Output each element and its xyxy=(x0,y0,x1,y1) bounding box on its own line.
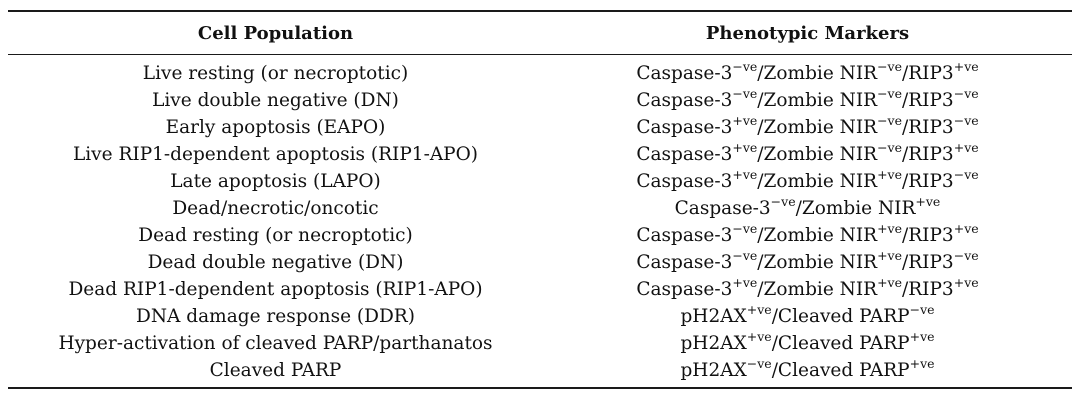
marker-name: pH2AX xyxy=(680,333,747,354)
marker-name: /RIP3 xyxy=(902,117,954,138)
marker-status: +ve xyxy=(732,274,758,290)
table-row xyxy=(8,168,1072,195)
marker-status: +ve xyxy=(953,220,979,236)
marker-status: +ve xyxy=(746,301,772,317)
marker-name: /Zombie NIR xyxy=(757,279,878,300)
marker-status: −ve xyxy=(953,166,979,182)
marker-name: /Zombie NIR xyxy=(757,252,878,273)
marker-name: Caspase-3 xyxy=(674,198,771,219)
marker-name: Caspase-3 xyxy=(636,279,733,300)
marker-status: −ve xyxy=(746,355,772,371)
marker-status: +ve xyxy=(877,220,903,236)
marker-status: −ve xyxy=(732,220,758,236)
cell-population: Dead RIP1-dependent apoptosis (RIP1-APO) xyxy=(68,279,483,300)
marker-name: /Zombie NIR xyxy=(795,198,916,219)
marker-status: +ve xyxy=(953,274,979,290)
table-row xyxy=(8,114,1072,141)
marker-status: −ve xyxy=(877,58,903,74)
table-row xyxy=(8,330,1072,357)
table-row xyxy=(8,195,1072,222)
marker-name: /Cleaved PARP xyxy=(771,333,910,354)
marker-name: /RIP3 xyxy=(902,144,954,165)
marker-status: −ve xyxy=(953,247,979,263)
table-row xyxy=(8,222,1072,249)
marker-name: /RIP3 xyxy=(902,279,954,300)
marker-status: −ve xyxy=(732,85,758,101)
phenotypic-markers xyxy=(543,87,1072,114)
marker-status: −ve xyxy=(770,193,796,209)
column-header-phenotypic-markers: Phenotypic Markers xyxy=(543,11,1072,55)
table-row xyxy=(8,357,1072,388)
table-row xyxy=(8,276,1072,303)
phenotypic-markers xyxy=(543,141,1072,168)
marker-status: −ve xyxy=(953,112,979,128)
cell-population: Dead double negative (DN) xyxy=(147,252,404,273)
marker-name: /Zombie NIR xyxy=(757,90,878,111)
marker-status: +ve xyxy=(953,58,979,74)
marker-name: Caspase-3 xyxy=(636,171,733,192)
cell-population: Live double negative (DN) xyxy=(152,90,399,111)
cell-population: DNA damage response (DDR) xyxy=(136,306,415,327)
cell-population: Live RIP1-dependent apoptosis (RIP1-APO) xyxy=(72,144,479,165)
phenotypic-markers xyxy=(543,330,1072,357)
phenotypic-markers xyxy=(543,114,1072,141)
marker-name: /Zombie NIR xyxy=(757,117,878,138)
cell-population: Early apoptosis (EAPO) xyxy=(165,117,386,138)
marker-name: /Cleaved PARP xyxy=(771,360,910,381)
marker-status: −ve xyxy=(877,85,903,101)
marker-name: /Zombie NIR xyxy=(757,144,878,165)
marker-status: +ve xyxy=(909,355,935,371)
marker-status: +ve xyxy=(877,247,903,263)
marker-status: +ve xyxy=(732,112,758,128)
marker-status: −ve xyxy=(732,58,758,74)
table-row xyxy=(8,303,1072,330)
phenotypic-markers xyxy=(543,55,1072,88)
cell-population: Cleaved PARP xyxy=(8,357,543,388)
phenotypic-markers xyxy=(543,195,1072,222)
phenotypic-markers xyxy=(543,357,1072,388)
marker-status: +ve xyxy=(732,166,758,182)
phenotypic-markers xyxy=(543,303,1072,330)
table-row xyxy=(8,87,1072,114)
marker-name: /RIP3 xyxy=(902,252,954,273)
phenotypic-markers xyxy=(543,168,1072,195)
marker-name: /RIP3 xyxy=(902,225,954,246)
marker-name: /Zombie NIR xyxy=(757,63,878,84)
table-body xyxy=(8,55,1072,389)
marker-name: /RIP3 xyxy=(902,90,954,111)
marker-name: Caspase-3 xyxy=(636,252,733,273)
marker-status: +ve xyxy=(915,193,941,209)
markers-table-container xyxy=(8,10,1072,389)
marker-name: Caspase-3 xyxy=(636,225,733,246)
marker-name: Caspase-3 xyxy=(636,63,733,84)
marker-name: /RIP3 xyxy=(902,63,954,84)
marker-status: −ve xyxy=(732,247,758,263)
marker-name: pH2AX xyxy=(680,306,747,327)
marker-status: +ve xyxy=(909,328,935,344)
cell-population-markers-table xyxy=(8,10,1072,389)
marker-name: /Cleaved PARP xyxy=(771,306,910,327)
phenotypic-markers xyxy=(543,276,1072,303)
marker-name: /Zombie NIR xyxy=(757,171,878,192)
marker-name: pH2AX xyxy=(680,360,747,381)
marker-status: +ve xyxy=(877,274,903,290)
marker-status: −ve xyxy=(877,139,903,155)
marker-status: +ve xyxy=(746,328,772,344)
marker-name: /RIP3 xyxy=(902,171,954,192)
header-row xyxy=(8,11,1072,55)
table-row xyxy=(8,141,1072,168)
cell-population: Late apoptosis (LAPO) xyxy=(170,171,381,192)
marker-name: /Zombie NIR xyxy=(757,225,878,246)
table-row xyxy=(8,55,1072,88)
phenotypic-markers xyxy=(543,249,1072,276)
marker-name: Caspase-3 xyxy=(636,90,733,111)
cell-population: Dead/necrotic/oncotic xyxy=(172,198,379,219)
marker-status: +ve xyxy=(877,166,903,182)
marker-status: −ve xyxy=(953,85,979,101)
marker-status: +ve xyxy=(732,139,758,155)
column-header-cell-population: Cell Population xyxy=(8,11,543,55)
cell-population: Live resting (or necroptotic) xyxy=(142,63,409,84)
table-row xyxy=(8,249,1072,276)
marker-status: −ve xyxy=(909,301,935,317)
marker-name: Caspase-3 xyxy=(636,117,733,138)
table-header xyxy=(8,11,1072,55)
cell-population: Hyper-activation of cleaved PARP/parthanatos xyxy=(58,333,493,354)
marker-status: −ve xyxy=(877,112,903,128)
phenotypic-markers xyxy=(543,222,1072,249)
cell-population: Dead resting (or necroptotic) xyxy=(138,225,413,246)
marker-name: Caspase-3 xyxy=(636,144,733,165)
marker-status: +ve xyxy=(953,139,979,155)
